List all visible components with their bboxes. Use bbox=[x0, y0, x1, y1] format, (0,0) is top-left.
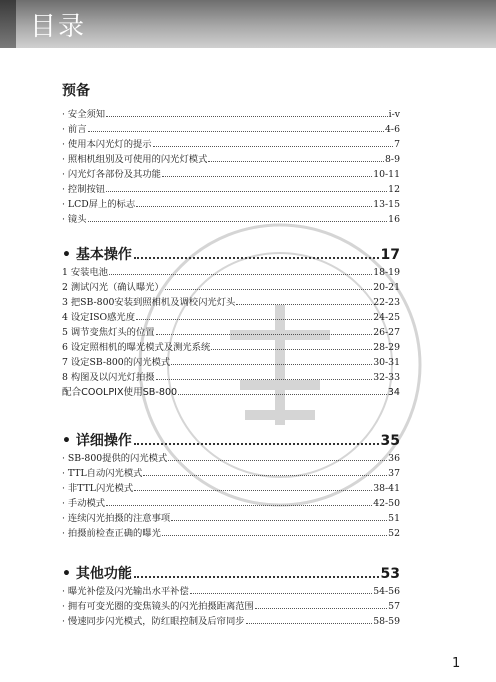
toc-entry-page: 52 bbox=[388, 528, 400, 539]
toc-entry-label: · 连续闪光拍摄的注意事项 bbox=[62, 513, 171, 524]
toc-leader bbox=[168, 460, 387, 461]
toc-entry-page: 34 bbox=[387, 387, 400, 398]
toc-entry[interactable] bbox=[62, 510, 400, 525]
toc-leader bbox=[134, 443, 379, 445]
toc-entry[interactable] bbox=[62, 136, 400, 151]
toc-entry[interactable] bbox=[62, 495, 400, 510]
toc-entry-page: 18-19 bbox=[373, 267, 400, 278]
toc-entry-page: 42-50 bbox=[373, 498, 400, 509]
toc-leader bbox=[134, 490, 372, 491]
toc-entry[interactable] bbox=[62, 324, 400, 339]
toc-leader bbox=[156, 379, 373, 380]
toc-entry[interactable] bbox=[62, 264, 400, 279]
toc-entry[interactable] bbox=[62, 369, 400, 384]
section-page: 17 bbox=[380, 247, 400, 263]
toc-entry-page: 36 bbox=[388, 453, 400, 464]
toc-entry-page: 54-56 bbox=[373, 586, 400, 597]
toc-entry[interactable] bbox=[62, 583, 400, 598]
toc-entry-page: 51 bbox=[388, 513, 400, 524]
toc-entry-label: · 镜头 bbox=[62, 214, 87, 225]
toc-entry-label: · SB-800提供的闪光模式 bbox=[62, 453, 168, 464]
toc-leader bbox=[171, 520, 387, 521]
toc-entry[interactable] bbox=[62, 354, 400, 369]
toc-entry-page: 4-6 bbox=[385, 124, 400, 135]
toc-entry-label: 1 安装电池 bbox=[62, 267, 109, 278]
toc-entry[interactable] bbox=[62, 613, 400, 628]
toc-entry-label: · 慢速同步闪光模式，防红眼控制及后帘同步 bbox=[62, 616, 245, 627]
toc-leader bbox=[162, 176, 372, 177]
toc-entry-label: · 安全须知 bbox=[62, 109, 106, 120]
toc-leader bbox=[136, 206, 372, 207]
section-other-functions bbox=[62, 563, 400, 628]
toc-entry-label: · 手动模式 bbox=[62, 498, 106, 509]
toc-entry-page: 30-31 bbox=[373, 357, 400, 368]
toc-entry[interactable] bbox=[62, 181, 400, 196]
section-detailed-operation bbox=[62, 430, 400, 540]
toc-entry[interactable] bbox=[62, 598, 400, 613]
toc-entry[interactable] bbox=[62, 211, 400, 226]
toc-entry-page: 24-25 bbox=[373, 312, 400, 323]
toc-entry[interactable] bbox=[62, 309, 400, 324]
toc-entry-label: · 闪光灯各部份及其功能 bbox=[62, 169, 161, 180]
toc-entry-page: 58-59 bbox=[373, 616, 400, 627]
toc-entry-page: 32-33 bbox=[373, 372, 400, 383]
toc-entry-label: 3 把SB-800安装到照相机及调校闪光灯头 bbox=[62, 297, 236, 308]
page-number: 1 bbox=[452, 656, 461, 671]
toc-entry-label: · LCD屏上的标志 bbox=[62, 199, 136, 210]
toc-entry-page: i-v bbox=[388, 109, 400, 120]
toc-leader bbox=[134, 576, 379, 578]
toc-entry[interactable] bbox=[62, 196, 400, 211]
toc-leader bbox=[208, 161, 384, 162]
toc-entry-label: · TTL自动闪光模式 bbox=[62, 468, 143, 479]
toc-entry-label: · 曝光补偿及闪光输出水平补偿 bbox=[62, 586, 189, 597]
toc-entry-page: 16 bbox=[388, 214, 400, 225]
section-preparation bbox=[62, 80, 400, 226]
toc-entry[interactable] bbox=[62, 384, 400, 399]
toc-leader bbox=[106, 505, 372, 506]
toc-leader bbox=[162, 535, 387, 536]
toc-leader bbox=[255, 608, 387, 609]
toc-entry-page: 26-27 bbox=[373, 327, 400, 338]
toc-leader bbox=[88, 221, 388, 222]
toc-leader bbox=[109, 274, 372, 275]
toc-leader bbox=[171, 364, 372, 365]
toc-entry-label: 7 设定SB-800的闪光模式 bbox=[62, 357, 171, 368]
section-basic-operation bbox=[62, 244, 400, 399]
toc-entry-label: · 使用本闪光灯的提示 bbox=[62, 139, 152, 150]
toc-leader bbox=[88, 131, 385, 132]
toc-entry[interactable] bbox=[62, 121, 400, 136]
section-title: • 详细操作 bbox=[62, 433, 132, 449]
toc-entry-label: · 非TTL闪光模式 bbox=[62, 483, 134, 494]
section-title: • 基本操作 bbox=[62, 247, 132, 263]
toc-entry-label: 2 测试闪光（确认曝光） bbox=[62, 282, 164, 293]
toc-entry[interactable] bbox=[62, 151, 400, 166]
toc-entry-page: 22-23 bbox=[373, 297, 400, 308]
toc-leader bbox=[178, 394, 387, 395]
toc-entry-label: · 控制按钮 bbox=[62, 184, 106, 195]
toc-leader bbox=[106, 191, 387, 192]
toc-entry-page: 10-11 bbox=[373, 169, 400, 180]
toc-entry[interactable] bbox=[62, 166, 400, 181]
toc-entry[interactable] bbox=[62, 525, 400, 540]
toc-leader bbox=[153, 146, 393, 147]
toc-entry[interactable] bbox=[62, 339, 400, 354]
toc-leader bbox=[143, 475, 387, 476]
header-tab-marker bbox=[0, 0, 16, 48]
section-heading[interactable] bbox=[62, 430, 400, 450]
section-page: 53 bbox=[380, 566, 400, 582]
toc-entry[interactable] bbox=[62, 279, 400, 294]
toc-entry-label: · 拍摄前检查正确的曝光 bbox=[62, 528, 161, 539]
toc-entry-page: 13-15 bbox=[373, 199, 400, 210]
toc-entry[interactable] bbox=[62, 106, 400, 121]
toc-entry-page: 28-29 bbox=[373, 342, 400, 353]
toc-entry[interactable] bbox=[62, 465, 400, 480]
toc-entry-label: 4 设定ISO感光度 bbox=[62, 312, 136, 323]
toc-leader bbox=[246, 623, 373, 624]
toc-leader bbox=[134, 257, 379, 259]
toc-entry-page: 12 bbox=[388, 184, 400, 195]
section-title: • 其他功能 bbox=[62, 566, 132, 582]
toc-entry-label: 6 设定照相机的曝光模式及测光系统 bbox=[62, 342, 211, 353]
page-title: 目录 bbox=[30, 12, 87, 42]
toc-entry-page: 37 bbox=[388, 468, 400, 479]
toc-leader bbox=[106, 116, 388, 117]
toc-entry[interactable] bbox=[62, 294, 400, 309]
toc-leader bbox=[165, 289, 372, 290]
toc-entry-label: · 前言 bbox=[62, 124, 87, 135]
section-heading[interactable] bbox=[62, 563, 400, 583]
toc-entry-page: 8-9 bbox=[385, 154, 400, 165]
section-heading[interactable] bbox=[62, 244, 400, 264]
toc-entry-page: 57 bbox=[388, 601, 400, 612]
toc-leader bbox=[236, 304, 372, 305]
toc-entry-page: 38-41 bbox=[373, 483, 400, 494]
toc-entry-label: 8 构图及以闪光灯拍摄 bbox=[62, 372, 155, 383]
toc-leader bbox=[136, 319, 372, 320]
toc-entry-label: 5 调节变焦灯头的位置 bbox=[62, 327, 155, 338]
toc-entry-label: 配合COOLPIX使用SB-800 bbox=[62, 387, 178, 398]
toc-entry-label: · 照相机组别及可使用的闪光灯模式 bbox=[62, 154, 208, 165]
section-page: 35 bbox=[380, 433, 400, 449]
toc-entry-page: 20-21 bbox=[373, 282, 400, 293]
toc-entry-label: · 拥有可变光圈的变焦镜头的闪光拍摄距离范围 bbox=[62, 601, 254, 612]
toc-entry[interactable] bbox=[62, 480, 400, 495]
toc-leader bbox=[190, 593, 372, 594]
toc-leader bbox=[211, 349, 372, 350]
toc-leader bbox=[156, 334, 373, 335]
section-title: 预备 bbox=[62, 83, 90, 99]
toc-entry-page: 7 bbox=[394, 139, 400, 150]
toc-entry[interactable] bbox=[62, 450, 400, 465]
